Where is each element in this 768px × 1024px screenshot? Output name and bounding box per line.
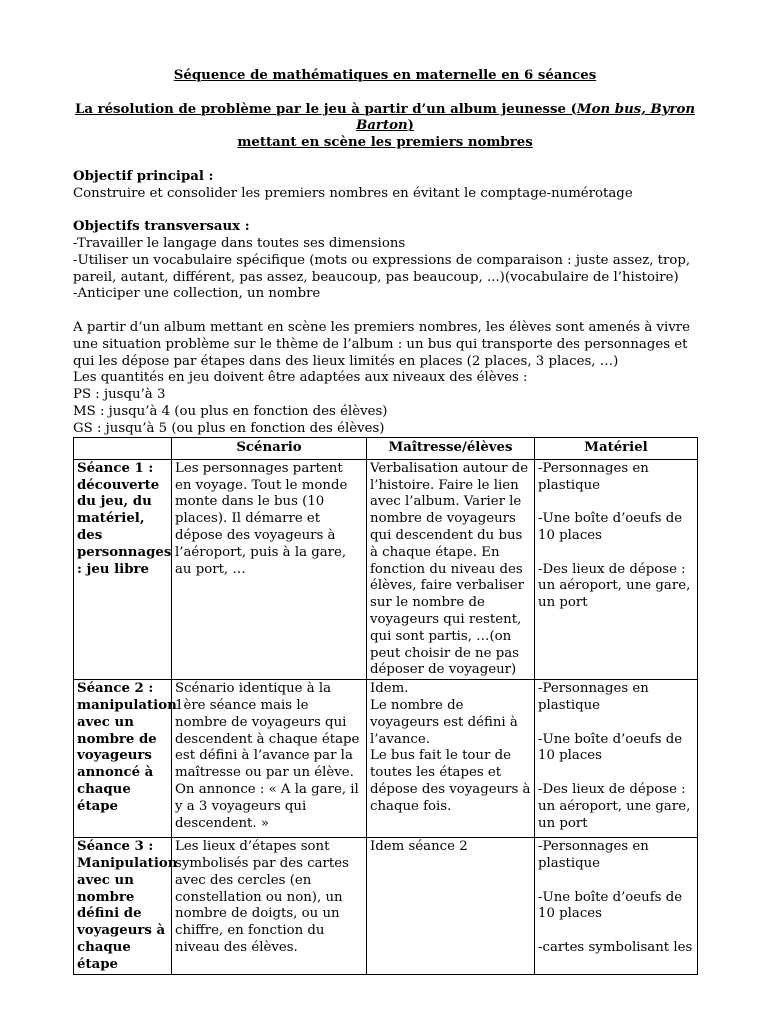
materiel-item: -cartes symbolisant les [538,939,693,955]
maitresse-text: Le nombre de voyageurs est défini à l’avance. [370,697,518,747]
maitresse-cell [367,459,535,679]
materiel-item: -Des lieux de dépose : un aéroport, une gare, un port [538,781,691,831]
scenario-text: Scénario identique à la 1ère séance mais le nombre de voyageurs qui descendent à chaque étape est défini à l’avance par la maîtresse ou par un élève. On annonce : « A la gare, il y a 3 voyageurs qui descendent. » [175,681,360,831]
intro-paragraph: A partir d’un album mettant en scène les premiers nombres, les élèves sont amenés à vivre une situation problème sur le thème de l’album : un bus qui transporte des personnages et qui les dépose par étapes dans des lieux limités en places (2 places, 3 places, …) [73,319,691,369]
table-row [74,680,698,838]
objective-text: Construire et consolider les premiers nombres en évitant le comptage-numérotage [73,185,633,201]
table-header-row [74,438,698,460]
sequence-table [73,437,698,975]
document-page [73,68,697,438]
transversal-label: Objectifs transversaux : [73,219,250,235]
materiel-item: -Une boîte d’oeufs de 10 places [538,511,683,543]
materiel-item: -Une boîte d’oeufs de 10 places [538,731,683,764]
level-gs: GS : jusqu’à 5 (ou plus en fonction des élèves) [73,420,385,436]
materiel-item: -Personnages en plastique [538,839,649,871]
materiel-item: -Personnages en plastique [538,460,649,493]
document-title: Séquence de mathématiques en maternelle en 6 séances [173,68,597,83]
scenario-cell [172,680,367,838]
subtitle-line2: mettant en scène les premiers nombres [237,135,533,151]
maitresse-text: Le bus fait le tour de toutes les étapes et dépose des voyageurs à chaque fois. [370,748,531,814]
maitresse-text: Verbalisation autour de l’histoire. Faire le lien avec l’album. Varier le nombre de voyageurs qui descendent du bus à chaque étape. En fonction du niveau des élèves, faire verbaliser sur le nombre de voyageurs qui restent, qui sont partis, …(on peut choisir de ne pas déposer de voyageur) [370,460,529,678]
transversal-item: -Anticiper une collection, un nombre [73,286,321,302]
maitresse-cell [367,680,535,838]
header-materiel: Matériel [535,438,698,460]
scenario-cell [172,459,367,679]
scenario-text: Les lieux d’étapes sont symbolisés par des cartes avec des cercles (en constellation ou non), un nombre de doigts, ou un chiffre, en fonction du niveau des élèves. [175,839,349,955]
table-row [74,459,698,679]
transversal-item: -Utiliser un vocabulaire spécifique (mots ou expressions de comparaison : juste assez, trop, pareil, autant, différent, pas assez, beaucoup, pas beaucoup, ...)(vocabulaire de l’histoire) [73,252,691,285]
subtitle-book-title: Mon bus, Byron Barton [356,101,695,134]
materiel-cell [535,838,698,974]
materiel-item: -Une boîte d’oeufs de 10 places [538,889,683,922]
materiel-item: -Des lieux de dépose : un aéroport, une gare, un port [538,561,691,611]
maitresse-cell [367,838,535,974]
materiel-item: -Personnages en plastique [538,681,649,713]
header-empty [74,438,172,460]
transversal-item: -Travailler le langage dans toutes ses dimensions [73,235,406,251]
level-ps: PS : jusqu’à 3 [73,387,166,403]
subtitle-part1: La résolution de problème par le jeu à partir d’un album jeunesse ( [74,101,577,117]
document-subtitle [73,102,697,152]
maitresse-text: Idem. [370,681,409,697]
materiel-cell [535,680,698,838]
scenario-cell [172,838,367,974]
materiel-cell [535,459,698,679]
seance-cell: Séance 3 : Manipulation avec un nombre défini de voyageurs à chaque étape [74,838,172,974]
level-ms: MS : jusqu’à 4 (ou plus en fonction des élèves) [73,403,388,419]
seance-cell: Séance 1 : découverte du jeu, du matériel, des personnages : jeu libre [74,459,172,679]
seance-cell: Séance 2 : manipulation avec un nombre de voyageurs annoncé à chaque étape [74,680,172,838]
header-maitresse: Maîtresse/élèves [367,438,535,460]
table-row [74,838,698,974]
levels-intro: Les quantités en jeu doivent être adaptées aux niveaux des élèves : [73,370,528,386]
objective-label: Objectif principal : [73,168,214,184]
maitresse-text: Idem séance 2 [370,839,468,855]
scenario-text: Les personnages partent en voyage. Tout le monde monte dans le bus (10 places). Il démarre et dépose des voyageurs à l’aéroport, puis à la gare, au port, … [175,460,348,577]
header-scenario: Scénario [172,438,367,460]
subtitle-part2: ) [407,118,414,134]
